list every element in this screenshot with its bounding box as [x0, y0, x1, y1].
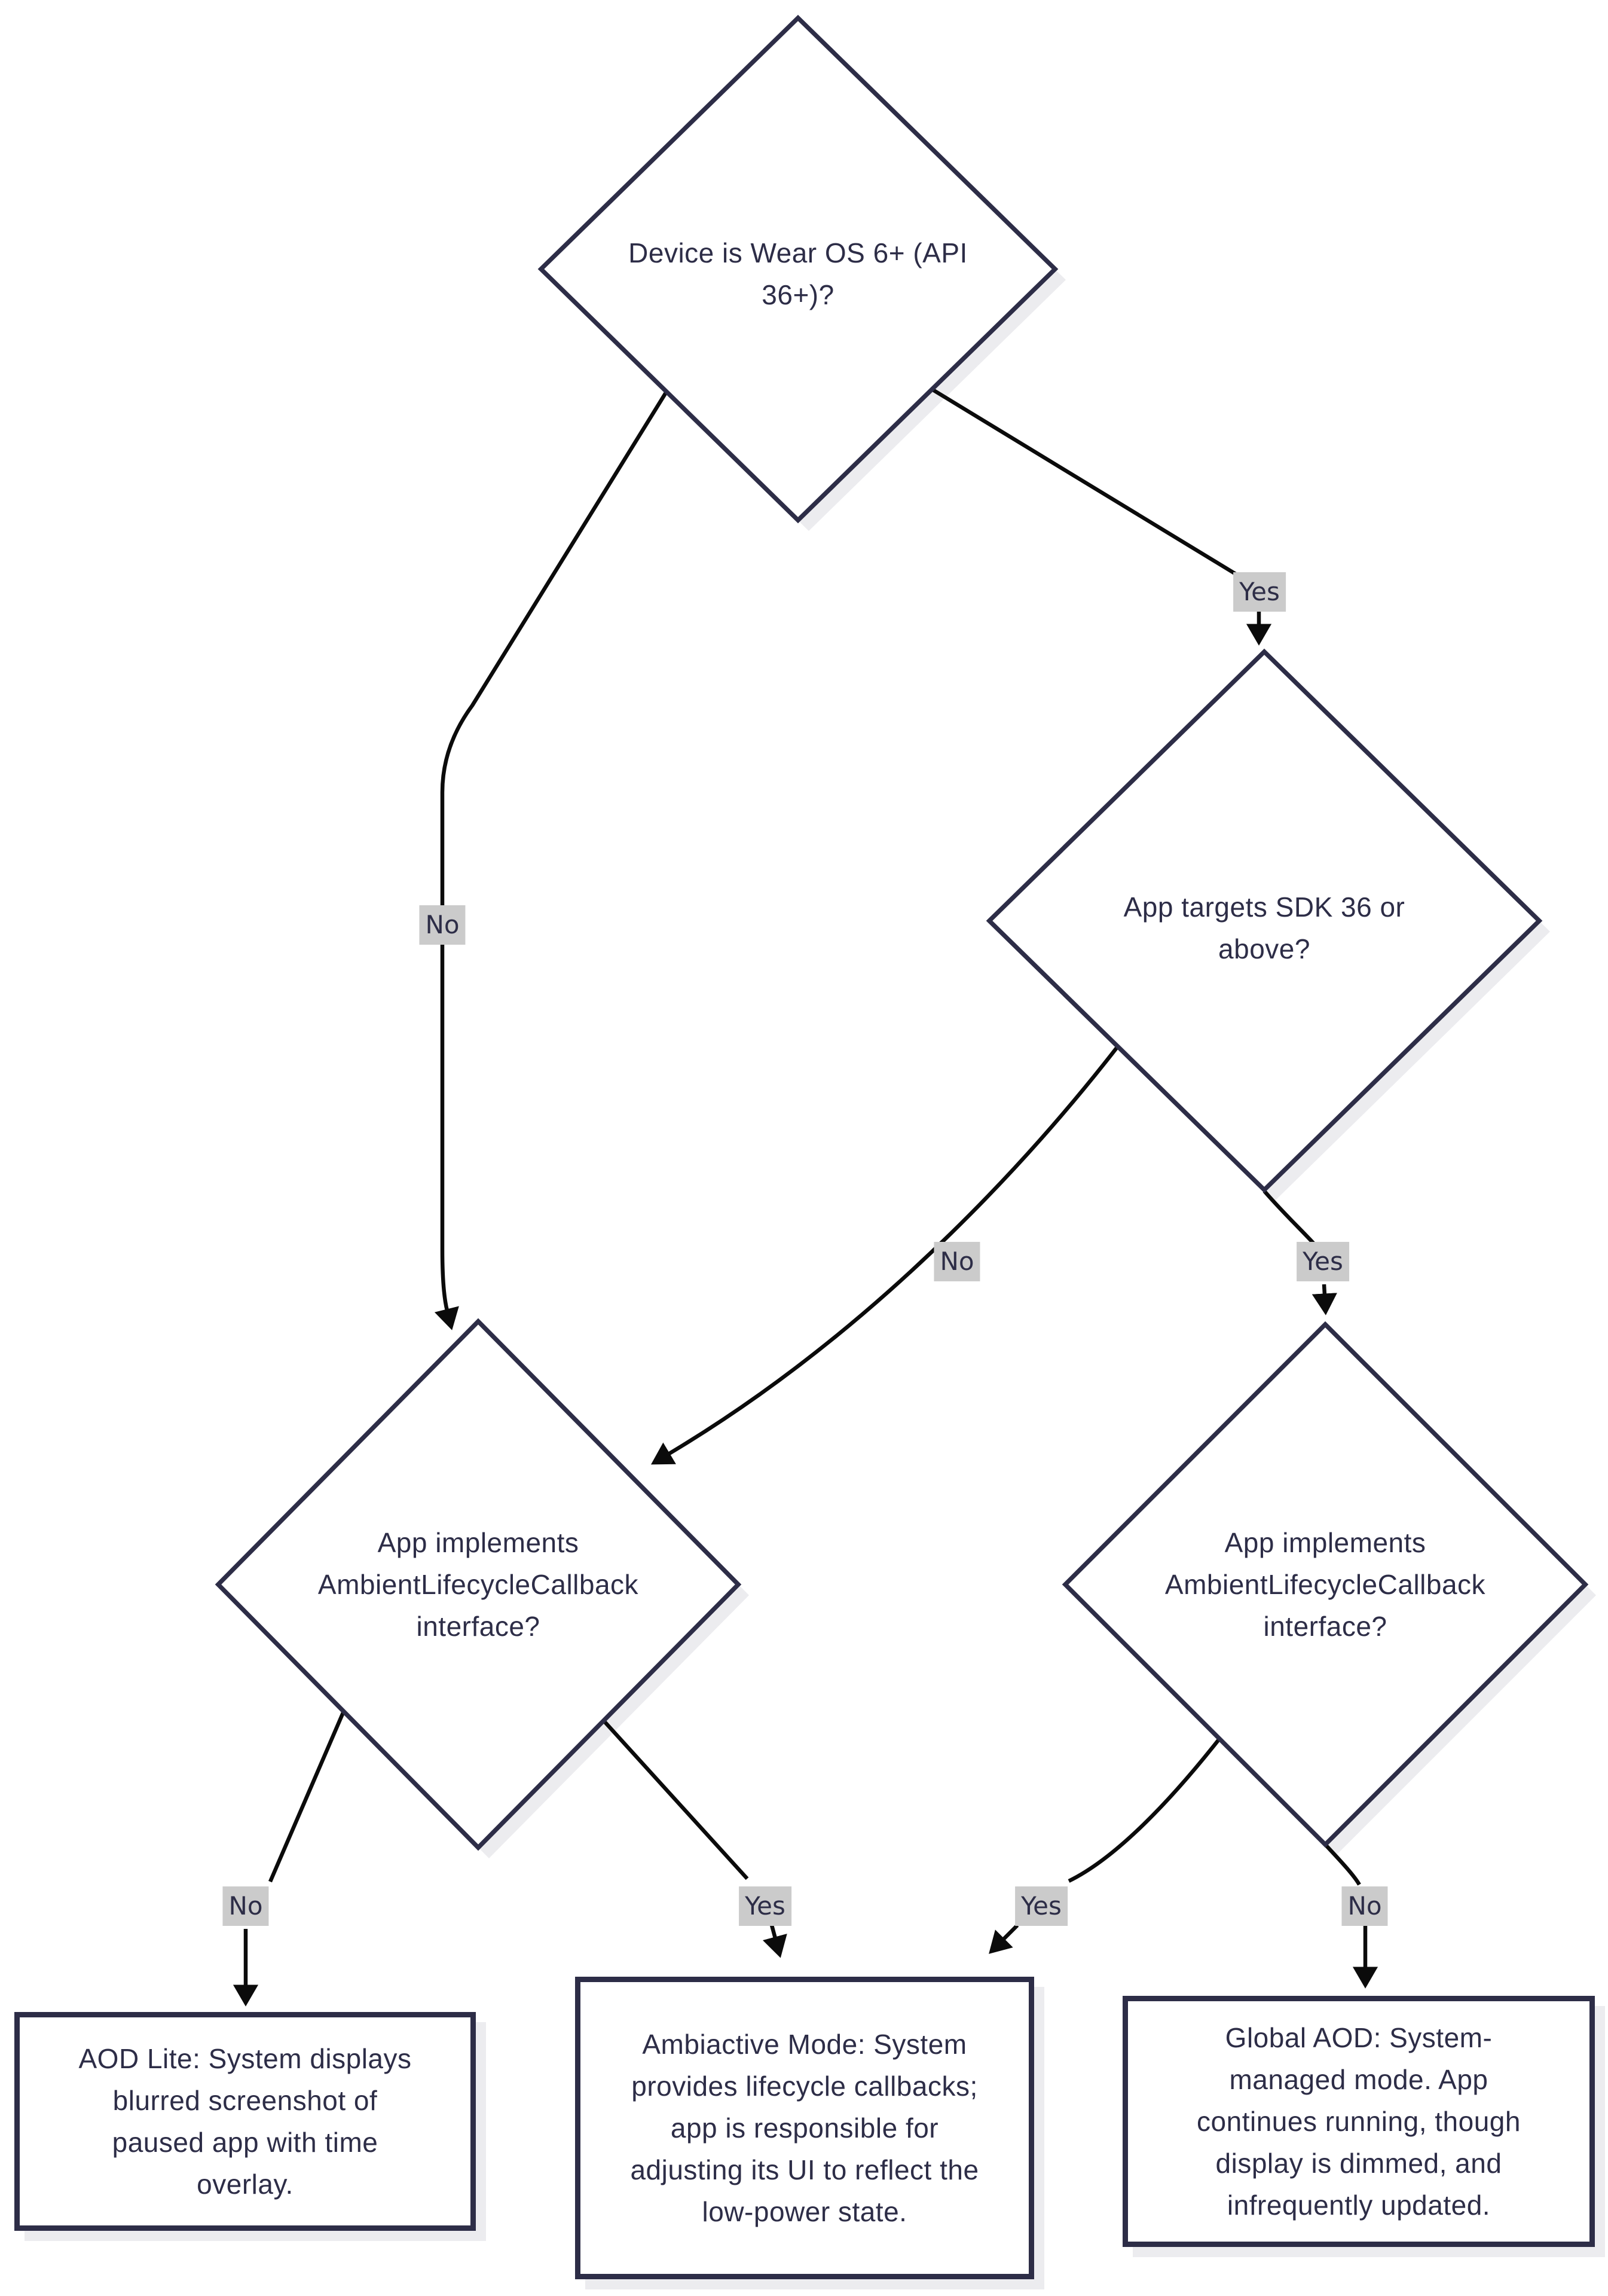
result-ambiactive-mode-box	[575, 1977, 1034, 2279]
edge-no-sdk36	[668, 1046, 1118, 1454]
edge-label-no-sdk36: No	[934, 1242, 980, 1281]
edge-no-device	[442, 392, 667, 1311]
edge-label-no-ambient-left: No	[222, 1886, 268, 1926]
decision-ambient-right-text: App implements AmbientLifecycleCallback interface?	[1164, 1527, 1486, 1642]
result-aod-lite-text: AOD Lite: System displays blurred screenshot of paused app with time overlay.	[78, 2043, 412, 2200]
edge-yes-sdk36-a	[1264, 1191, 1314, 1244]
edge-yes-device-a	[932, 389, 1245, 579]
edge-yes-ambient-right-b	[1003, 1925, 1017, 1940]
edge-yes-sdk36-b	[1324, 1284, 1325, 1295]
decision-sdk36-text: App targets SDK 36 or above?	[1123, 891, 1405, 964]
edge-yes-ambient-left-a	[604, 1721, 747, 1879]
decision-wear-os-text: Device is Wear OS 6+ (API 36+)?	[628, 237, 968, 310]
edge-yes-ambient-right-a	[1069, 1739, 1219, 1881]
edge-label-yes-ambient-right: Yes	[1015, 1886, 1068, 1926]
result-ambiactive-mode-text: Ambiactive Mode: System provides lifecycle callbacks; app is responsible for adjusting its UI to reflect the low-power state.	[630, 2029, 979, 2227]
edge-label-yes-sdk36: Yes	[1297, 1242, 1349, 1281]
result-global-aod-text: Global AOD: System-managed mode. App continues running, though display is dimmed, and infrequently updated.	[1197, 2022, 1521, 2221]
edge-label-no-device: No	[419, 905, 465, 945]
edge-label-yes-device: Yes	[1233, 572, 1286, 612]
edge-label-no-ambient-right: No	[1341, 1886, 1387, 1926]
edge-no-ambient-right-a	[1325, 1845, 1359, 1885]
result-global-aod-box	[1123, 1996, 1595, 2247]
edge-label-yes-ambient-left: Yes	[739, 1886, 791, 1926]
edge-no-ambient-left-a	[270, 1711, 344, 1882]
decision-ambient-left-text: App implements AmbientLifecycleCallback interface?	[317, 1527, 639, 1642]
result-aod-lite-box	[14, 2012, 476, 2231]
